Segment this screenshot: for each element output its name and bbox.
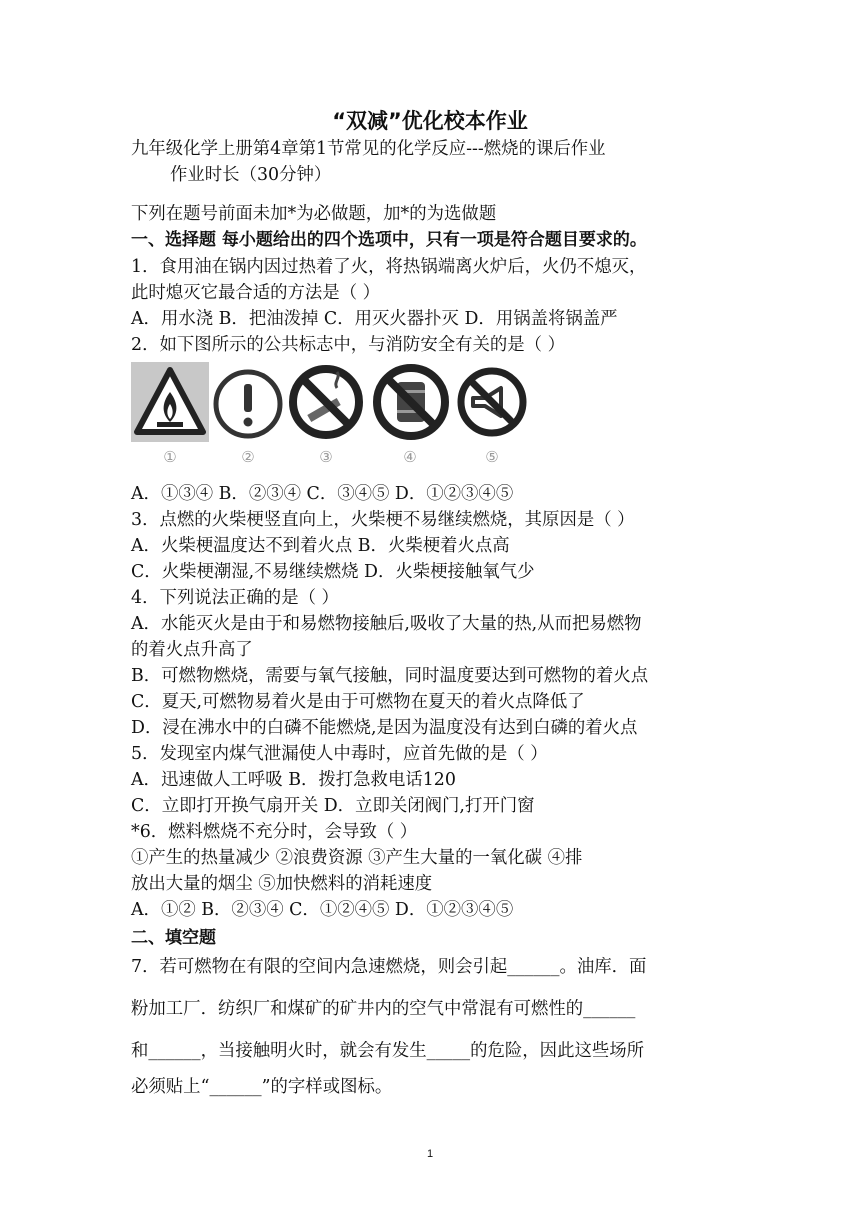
- q3-options-cd: C．火柴梗潮湿,不易继续燃烧 D．火柴梗接触氧气少: [131, 562, 535, 582]
- q1-options: A．用水浇 B．把油泼掉 C．用灭火器扑灭 D．用锅盖将锅盖严: [131, 309, 618, 329]
- q5-options-cd: C．立即打开换气扇开关 D．立即关闭阀门,打开门窗: [131, 796, 535, 816]
- flammable-warning-icon: [131, 362, 209, 472]
- section-heading-fill: 二、填空题: [131, 928, 216, 948]
- q6-items-line1: ①产生的热量减少 ②浪费资源 ③产生大量的一氧化碳 ④排: [131, 848, 583, 868]
- section-heading-choice: 一、选择题 每小题给出的四个选项中，只有一项是符合题目要求的。: [131, 230, 647, 250]
- subtitle: 九年级化学上册第4章第1节常见的化学反应---燃烧的课后作业: [131, 139, 606, 159]
- q1-stem-line1: 1．食用油在锅内因过热着了火，将热锅端离火炉后，火仍不熄灭，: [131, 257, 647, 277]
- q6-stem: *6．燃料燃烧不充分时，会导致（ ）: [131, 822, 418, 842]
- q6-options: A．①② B．②③④ C．①②④⑤ D．①②③④⑤: [131, 900, 514, 920]
- no-fuel-barrel-icon: [371, 362, 449, 472]
- sign-number: ⑤: [485, 448, 499, 466]
- no-smoking-icon: [287, 362, 365, 472]
- exclamation-warning-icon: [209, 362, 287, 472]
- no-horn-icon: [453, 362, 531, 472]
- q7-line2: 粉加工厂．纺织厂和煤矿的矿井内的空气中常混有可燃性的______: [131, 999, 636, 1019]
- q6-items-line2: 放出大量的烟尘 ⑤加快燃料的消耗速度: [131, 874, 433, 894]
- q5-stem: 5．发现室内煤气泄漏使人中毒时，应首先做的是（ ）: [131, 744, 548, 764]
- sign-number: ④: [403, 448, 417, 466]
- q2-stem: 2．如下图所示的公共标志中，与消防安全有关的是（ ）: [131, 335, 565, 355]
- q7-line4: 必须贴上“______”的字样或图标。: [131, 1077, 393, 1097]
- q1-stem-line2: 此时熄灭它最合适的方法是（ ）: [131, 283, 380, 303]
- q5-options-ab: A．迅速做人工呼吸 B．拨打急救电话120: [131, 770, 456, 790]
- q4-option-b: B．可燃物燃烧，需要与氧气接触，同时温度要达到可燃物的着火点: [131, 666, 649, 686]
- q4-option-a-line1: A．水能灭火是由于和易燃物接触后,吸收了大量的热,从而把易燃物: [131, 614, 642, 634]
- q7-line1: 7．若可燃物在有限的空间内急速燃烧，则会引起______。油库．面: [131, 957, 647, 977]
- duration: 作业时长（30分钟）: [170, 165, 332, 185]
- q4-stem: 4．下列说法正确的是（ ）: [131, 588, 339, 608]
- q3-options-ab: A．火柴梗温度达不到着火点 B．火柴梗着火点高: [131, 536, 510, 556]
- q2-options: A．①③④ B．②③④ C．③④⑤ D．①②③④⑤: [131, 484, 514, 504]
- q4-option-d: D．浸在沸水中的白磷不能燃烧,是因为温度没有达到白磷的着火点: [131, 718, 638, 738]
- instruction: 下列在题号前面未加*为必做题，加*的为选做题: [131, 204, 497, 224]
- page-number: 1: [426, 1148, 434, 1160]
- sign-number: ②: [241, 448, 255, 466]
- page-title: “双减”优化校本作业: [332, 109, 528, 133]
- sign-number: ③: [319, 448, 333, 466]
- q4-option-c: C．夏天,可燃物易着火是由于可燃物在夏天的着火点降低了: [131, 692, 585, 712]
- public-signs-figure: [131, 362, 531, 472]
- q4-option-a-line2: 的着火点升高了: [131, 640, 253, 660]
- q3-stem: 3．点燃的火柴梗竖直向上，火柴梗不易继续燃烧，其原因是（ ）: [131, 510, 635, 530]
- q7-line3: 和______，当接触明火时，就会有发生_____的危险，因此这些场所: [131, 1041, 645, 1061]
- sign-number: ①: [163, 448, 177, 466]
